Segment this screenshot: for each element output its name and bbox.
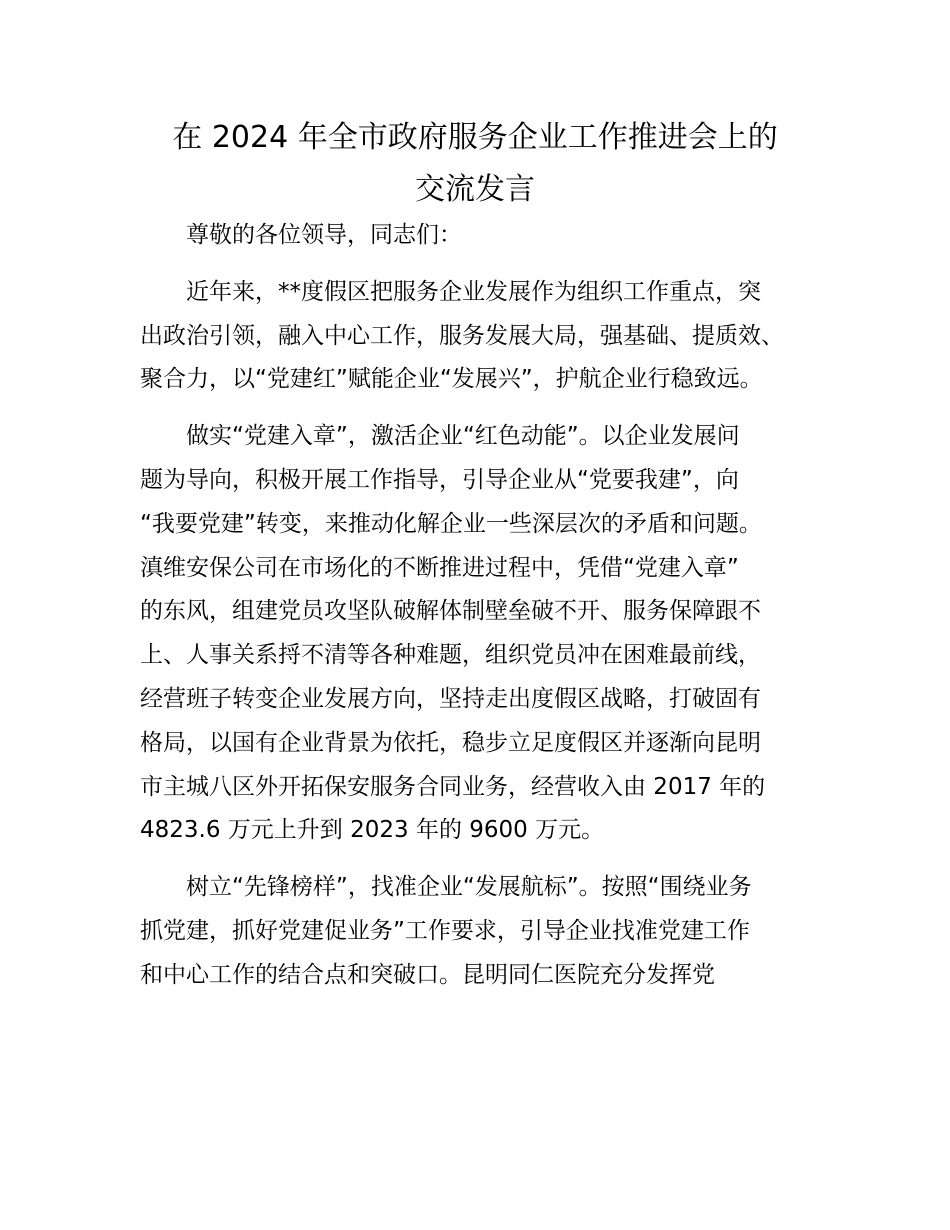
paragraph-intro — [140, 271, 830, 402]
text-line: 抓党建，抓好党建促业务”工作要求，引导企业找准党建工作 — [140, 917, 750, 944]
text-line: 树立“先锋榜样”，找准企业“发展航标”。按照“围绕业务 — [186, 874, 752, 901]
paragraph-party-charter — [140, 415, 830, 853]
text-line: 滇维安保公司在市场化的不断推进过程中，凭借“党建入章” — [140, 554, 739, 581]
text-line: 经营班子转变企业发展方向，坚持走出度假区战略，打破固有 — [140, 685, 761, 712]
text-line: 市主城八区外开拓保安服务合同业务，经营收入由 2017 年的 — [140, 773, 766, 800]
text-line: 聚合力，以“党建红”赋能企业“发展兴”，护航企业行稳致远。 — [140, 366, 763, 393]
text-line: “我要党建”转变，来推动化解企业一些深层次的矛盾和问题。 — [140, 510, 762, 537]
text-line: 上、人事关系捋不清等各种难题，组织党员冲在困难最前线， — [140, 642, 761, 669]
text-line: 格局，以国有企业背景为依托，稳步立足度假区并逐渐向昆明 — [140, 729, 761, 756]
text-line: 近年来，**度假区把服务企业发展作为组织工作重点，突 — [186, 278, 761, 305]
document-body — [140, 214, 830, 1011]
document-title — [100, 112, 850, 216]
text-line: 的东风，组建党员攻坚队破解体制壁垒破不开、服务保障跟不 — [140, 598, 761, 625]
text-line: 题为导向，积极开展工作指导，引导企业从“党要我建”，向 — [140, 466, 739, 493]
title-line: 交流发言 — [415, 172, 535, 207]
paragraph-salutation — [140, 214, 830, 258]
paragraph-pioneer-model — [140, 866, 830, 997]
title-line: 在 2024 年全市政府服务企业工作推进会上的 — [172, 120, 778, 155]
text-line: 和中心工作的结合点和突破口。昆明同仁医院充分发挥党 — [140, 961, 715, 988]
text-line: 尊敬的各位领导，同志们： — [186, 222, 462, 248]
text-line: 出政治引领，融入中心工作，服务发展大局，强基础、提质效、 — [140, 322, 784, 349]
text-line: 做实“党建入章”，激活企业“红色动能”。以企业发展问 — [186, 423, 740, 450]
text-line: 4823.6 万元上升到 2023 年的 9600 万元。 — [140, 817, 605, 844]
